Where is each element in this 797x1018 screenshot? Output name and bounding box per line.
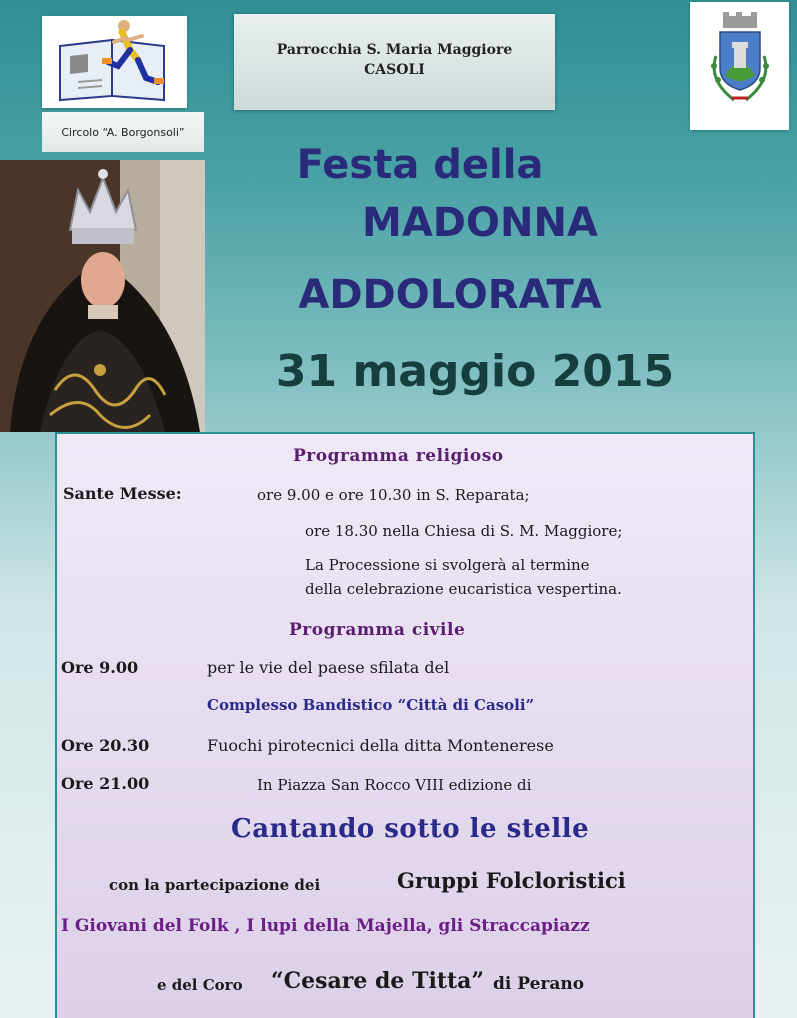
participation-prefix: con la partecipazione dei (109, 876, 321, 894)
title-line-3: ADDOLORATA (298, 272, 602, 318)
masses-label: Sante Messe: (63, 484, 182, 503)
choir-name: “Cesare de Titta” (271, 968, 485, 994)
runner-book-icon (42, 16, 187, 108)
circolo-logo (42, 16, 187, 108)
title-line-2: MADONNA (362, 200, 598, 246)
choir-prefix: e del Coro (157, 976, 243, 994)
civil-text-1: per le vie del paese sfilata del (207, 658, 450, 677)
event-date: 31 maggio 2015 (275, 346, 675, 397)
procession-line-2: della celebrazione eucaristica vespertina. (305, 580, 622, 598)
procession-line-1: La Processione si svolgerà al termine (305, 556, 590, 574)
municipal-crest-icon (690, 2, 789, 130)
parish-name: Parrocchia S. Maria Maggiore (276, 42, 513, 58)
groups-list: I Giovani del Folk , I lupi della Majella, gli Straccapiazz (61, 916, 590, 936)
civil-time-1: Ore 9.00 (61, 658, 139, 677)
religious-heading: Programma religioso (293, 446, 504, 466)
parish-town: CASOLI (364, 62, 425, 78)
title-line-1: Festa della (296, 142, 544, 188)
civil-time-4: Ore 21.00 (61, 774, 150, 793)
civil-text-2: Complesso Bandistico “Città di Casoli” (207, 696, 535, 714)
event-title: Cantando sotto le stelle (231, 814, 590, 844)
circolo-caption: Circolo “A. Borgonsoli” (42, 112, 204, 152)
parish-plate (234, 14, 555, 110)
civil-text-3: Fuochi pirotecnici della ditta Montenerese (207, 736, 554, 755)
choir-suffix: di Perano (493, 974, 585, 994)
crest-box (690, 2, 789, 130)
participation-groups: Gruppi Folcloristici (397, 868, 626, 893)
civil-text-4: In Piazza San Rocco VIII edizione di (257, 776, 532, 794)
civil-time-3: Ore 20.30 (61, 736, 150, 755)
masses-line-1: ore 9.00 e ore 10.30 in S. Reparata; (257, 486, 530, 504)
civil-heading: Programma civile (289, 620, 466, 640)
program-panel (55, 432, 755, 1018)
masses-line-2: ore 18.30 nella Chiesa di S. M. Maggiore; (305, 522, 623, 540)
